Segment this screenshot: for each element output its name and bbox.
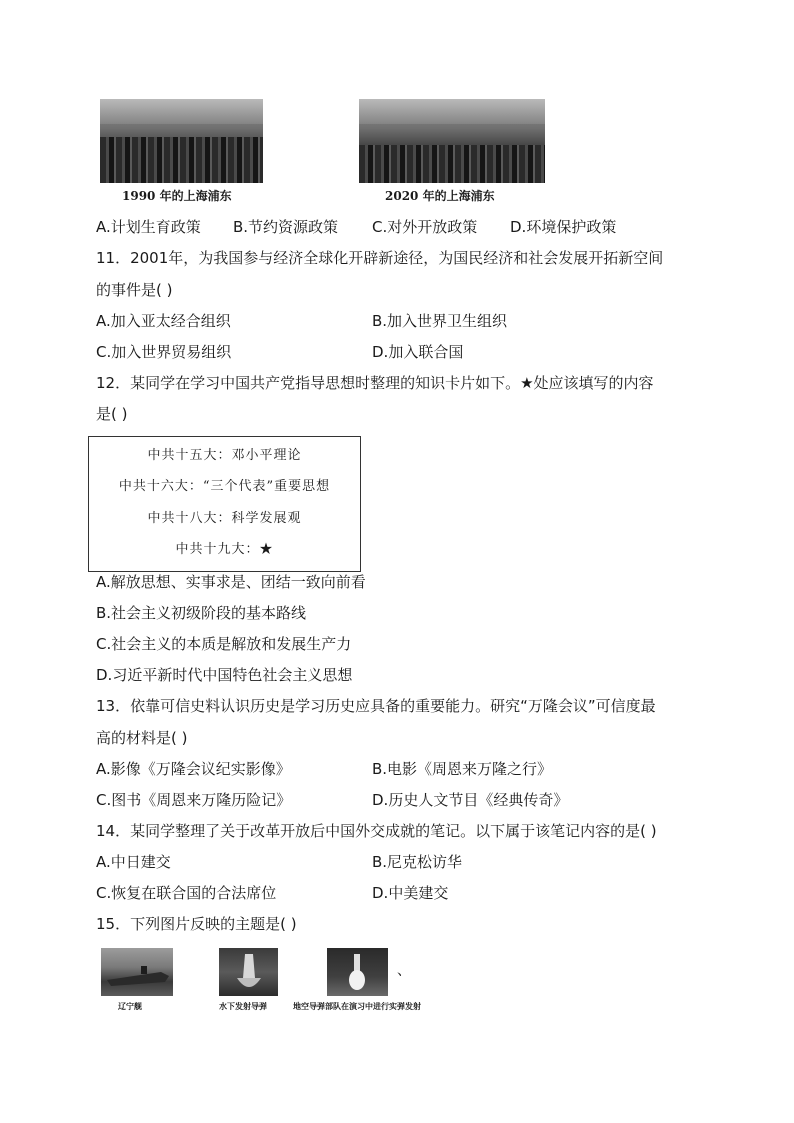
q12-stem-line1: 12．某同学在学习中国共产党指导思想时整理的知识卡片如下。★处应该填写的内容 [96, 374, 654, 392]
q13-stem-line1: 13．依靠可信史料认识历史是学习历史应具备的重要能力。研究“万隆会议”可信度最 [96, 697, 656, 715]
stray-mark: 、 [397, 963, 411, 979]
q10-option-d: D.环境保护政策 [510, 218, 617, 236]
q10-option-a: A.计划生育政策 [96, 218, 201, 236]
q12-stem-line2: 是( ) [96, 405, 128, 423]
q11-stem-line2: 的事件是( ) [96, 281, 173, 299]
q11-option-b: B.加入世界卫生组织 [372, 312, 508, 330]
q11-option-c: C.加入世界贸易组织 [96, 343, 232, 361]
photo-sam-launch [327, 948, 388, 996]
q13-option-b: B.电影《周恩来万隆之行》 [372, 760, 553, 778]
q14-stem: 14．某同学整理了关于改革开放后中国外交成就的笔记。以下属于该笔记内容的是( ) [96, 822, 657, 840]
q10-option-b: B.节约资源政策 [233, 218, 339, 236]
photo-underwater-missile [219, 948, 278, 996]
q11-stem-line1: 11．2001年，为我国参与经济全球化开辟新途径，为国民经济和社会发展开拓新空间 [96, 249, 664, 267]
q12-option-c: C.社会主义的本质是解放和发展生产力 [96, 635, 352, 653]
photo-caption-2020: 2020 年的上海浦东 [385, 189, 495, 203]
q11-option-a: A.加入亚太经合组织 [96, 312, 231, 330]
knowledge-card [88, 436, 361, 572]
q14-option-a: A.中日建交 [96, 853, 171, 871]
q10-option-c: C.对外开放政策 [372, 218, 478, 236]
photo-pudong-2020 [359, 99, 545, 183]
q15-stem: 15．下列图片反映的主题是( ) [96, 915, 297, 933]
q13-option-c: C.图书《周恩来万隆历险记》 [96, 791, 292, 809]
q12-option-b: B.社会主义初级阶段的基本路线 [96, 604, 307, 622]
q12-option-a: A.解放思想、实事求是、团结一致向前看 [96, 573, 366, 591]
q13-option-d: D.历史人文节目《经典传奇》 [372, 791, 569, 809]
photo-pudong-1990 [100, 99, 263, 183]
photo-caption-1990: 1990 年的上海浦东 [122, 189, 232, 203]
card-row-18th: 中共十八大：科学发展观 [147, 511, 302, 526]
q13-stem-line2: 高的材料是( ) [96, 729, 188, 747]
photo-liaoning-carrier [101, 948, 173, 996]
card-row-19th: 中共十九大：★ [175, 542, 274, 557]
q12-option-d: D.习近平新时代中国特色社会主义思想 [96, 666, 353, 684]
photo-caption-underwater-missile: 水下发射导弹 [219, 1001, 267, 1011]
photo-caption-liaoning: 辽宁舰 [118, 1001, 142, 1011]
q13-option-a: A.影像《万隆会议纪实影像》 [96, 760, 291, 778]
card-row-15th: 中共十五大：邓小平理论 [147, 448, 302, 463]
q14-option-b: B.尼克松访华 [372, 853, 463, 871]
photo-caption-sam-launch: 地空导弹部队在演习中进行实弹发射 [293, 1001, 421, 1011]
q14-option-c: C.恢复在联合国的合法席位 [96, 884, 277, 902]
card-row-16th: 中共十六大：“三个代表”重要思想 [118, 479, 331, 494]
q14-option-d: D.中美建交 [372, 884, 449, 902]
q11-option-d: D.加入联合国 [372, 343, 464, 361]
